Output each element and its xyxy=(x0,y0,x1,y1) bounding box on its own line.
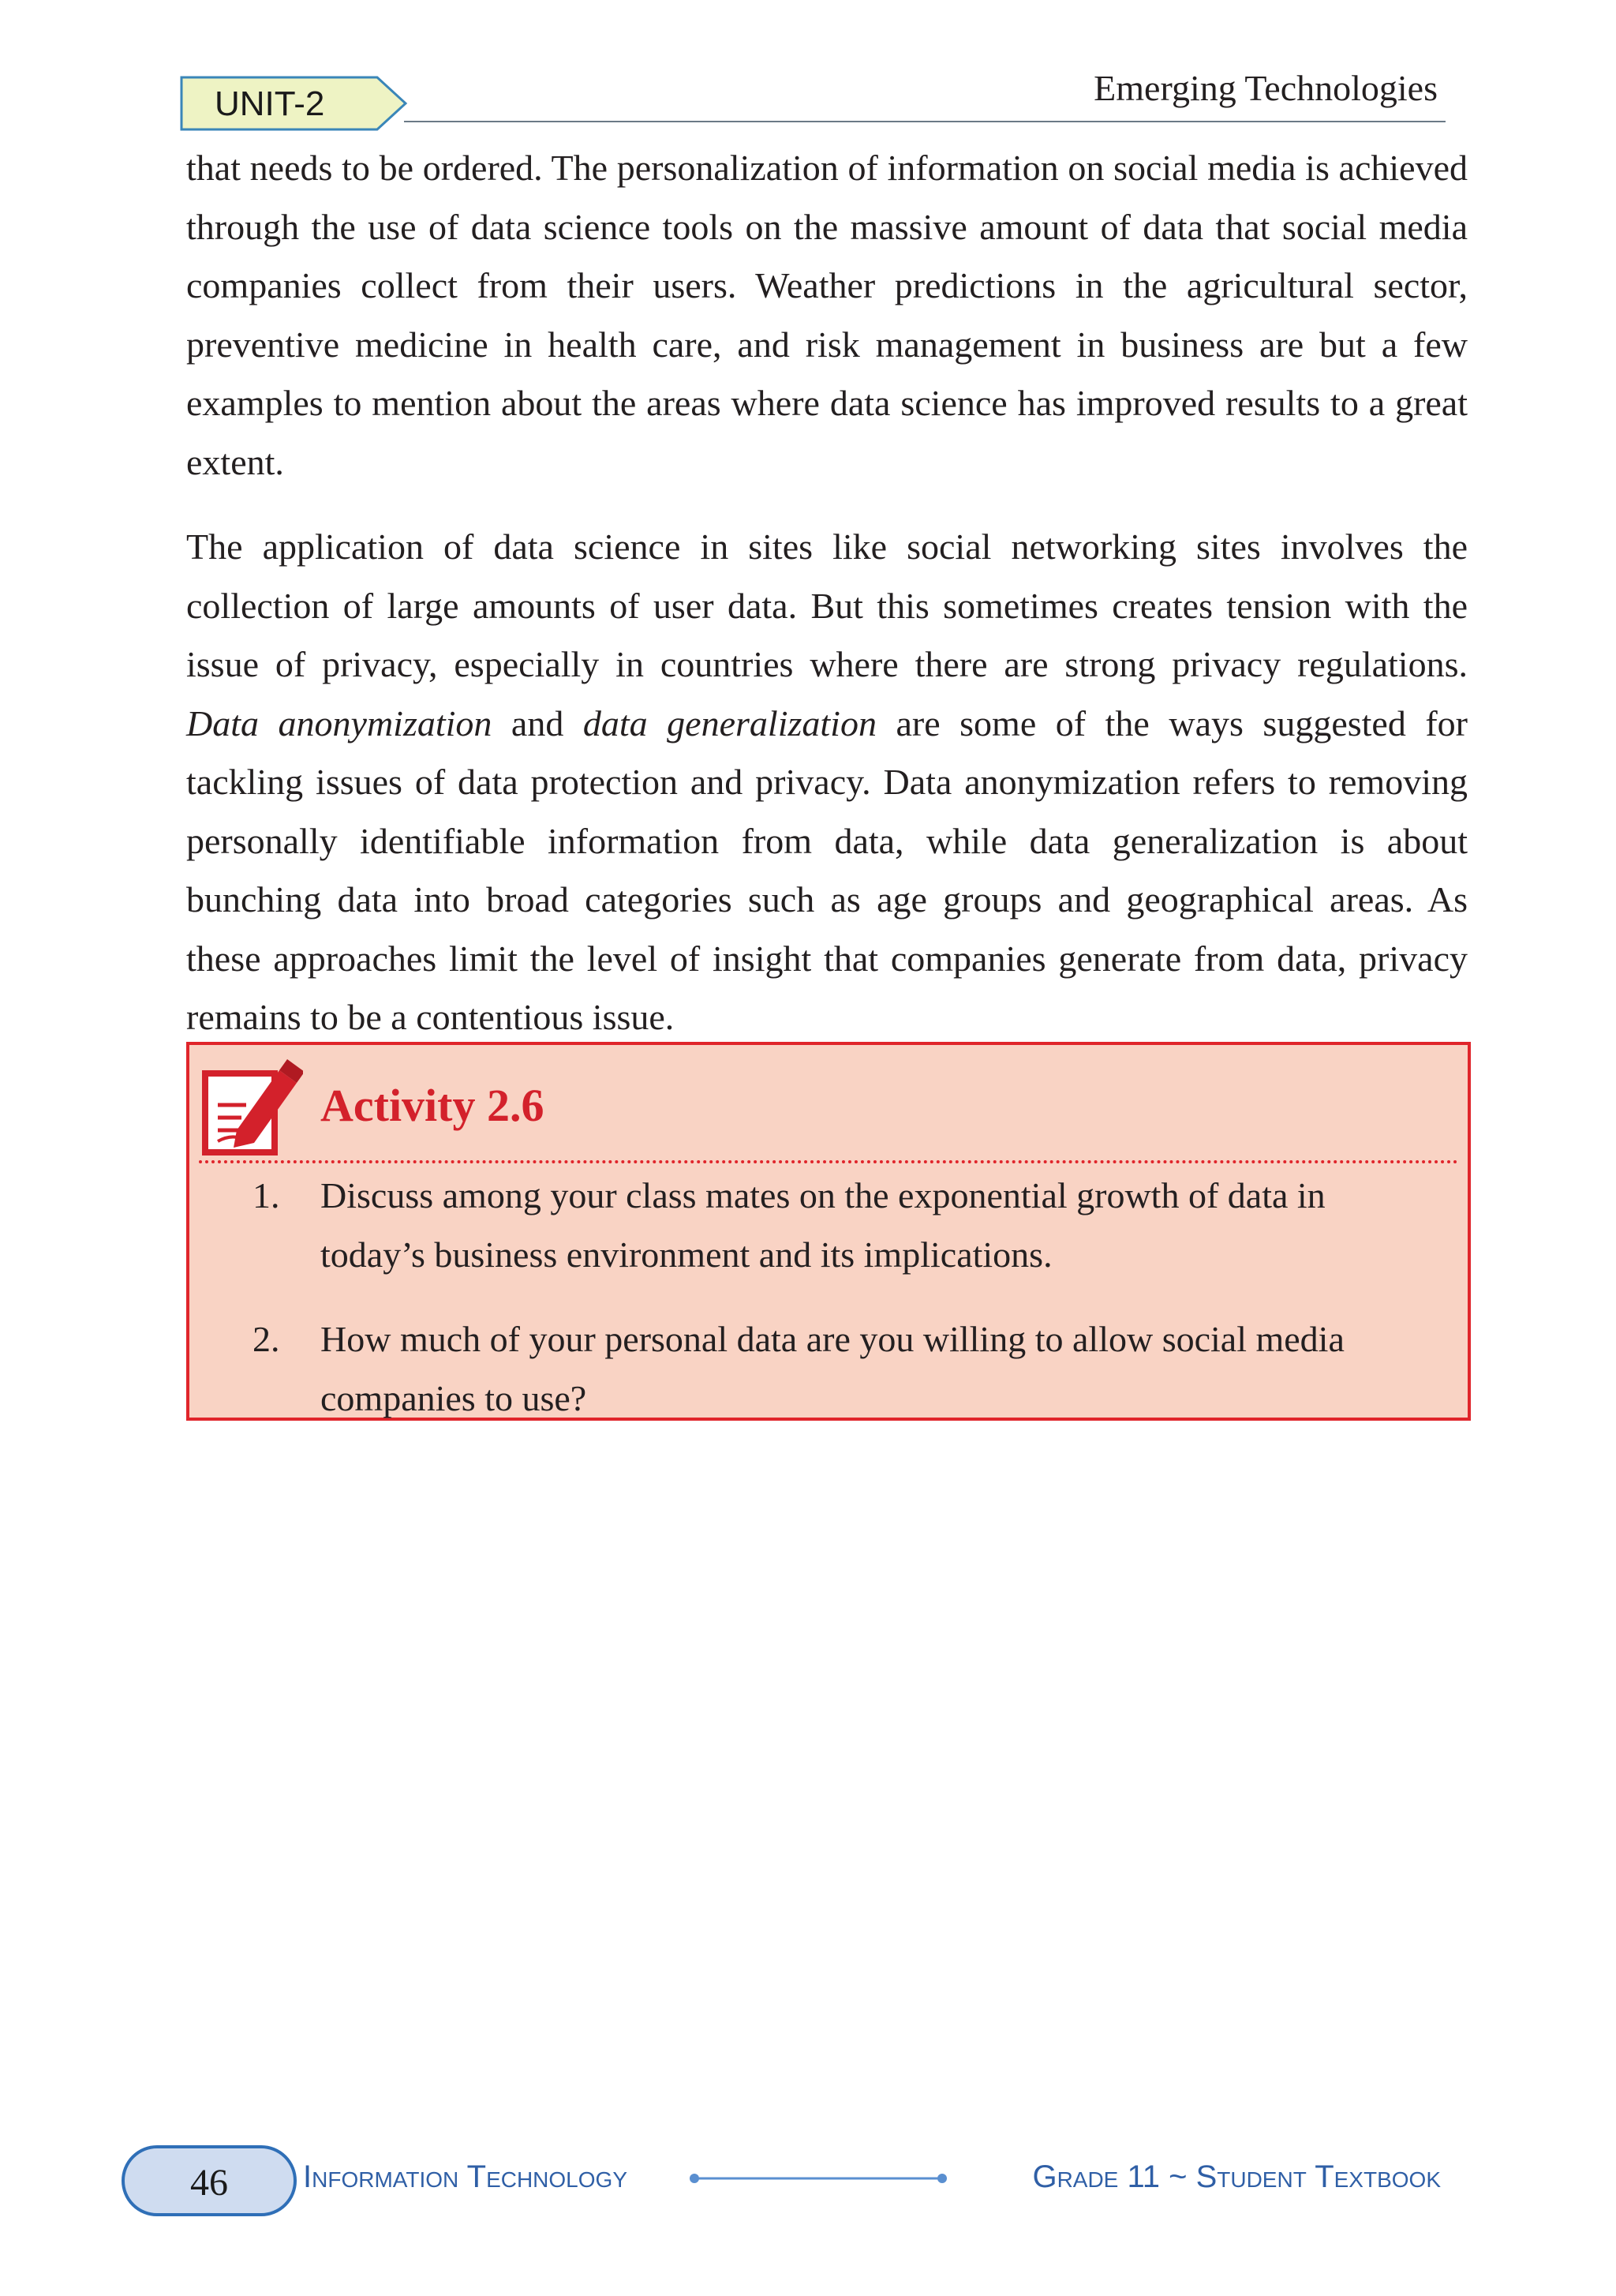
running-header-title: Emerging Technologies xyxy=(1094,68,1438,108)
paragraph-2-text-a: The application of data science in sites like social networking sites involves the collection of large amounts of user data. But this sometimes creates tension with the issue of privacy, especially in countries where there are strong privacy regulations. xyxy=(186,526,1468,684)
activity-item-1 xyxy=(252,1167,1436,1284)
unit-label: UNIT-2 xyxy=(215,84,325,123)
activity-item-1-number: 1. xyxy=(252,1175,280,1215)
paragraph-2 xyxy=(186,518,1468,1047)
main-content xyxy=(186,139,1468,1047)
activity-list xyxy=(252,1167,1436,1428)
page-number-badge xyxy=(122,2145,297,2216)
activity-pencil-note-icon xyxy=(200,1056,303,1159)
unit-tab xyxy=(180,76,409,131)
paragraph-1: that needs to be ordered. The personalization of information on social media is achieved through the use of data science tools on the massive amount of data that social media companies collect from their users. Weather predictions in the agricultural sector, preventive medicine in health care, and risk management in business are but a few examples to mention about the areas where data science has improved results to a great extent. xyxy=(186,148,1468,482)
activity-box xyxy=(186,1042,1471,1421)
paragraph-2-text-c: are some of the ways suggested for tackling issues of data protection and privacy. Data anonymization refers to removing personally identifiable information from data, while data generalization is about bunching data into broad categories such as age groups and geographical areas. As these approaches limit the level of insight that companies generate from data, privacy remains to be a contentious issue. xyxy=(186,702,1468,1037)
activity-dotted-divider xyxy=(199,1160,1458,1163)
header-divider xyxy=(404,121,1446,122)
paragraph-2-text-b: and xyxy=(492,702,583,743)
footer-grade: Grade 11 ~ Student Textbook xyxy=(1032,2159,1441,2194)
activity-title: Activity 2.6 xyxy=(320,1080,544,1131)
activity-item-2 xyxy=(252,1310,1436,1428)
activity-item-2-number: 2. xyxy=(252,1319,280,1359)
activity-item-2-text: How much of your personal data are you willing to allow social media companies to use? xyxy=(320,1319,1345,1418)
activity-item-1-text: Discuss among your class mates on the exponential growth of data in today’s business environment and its implications. xyxy=(320,1175,1326,1275)
footer-connector-line xyxy=(688,2172,948,2185)
term-data-generalization: data generalization xyxy=(582,702,877,743)
term-data-anonymization: Data anonymization xyxy=(186,702,492,743)
footer-subject: Information Technology xyxy=(303,2159,627,2194)
page-number: 46 xyxy=(190,2162,228,2204)
